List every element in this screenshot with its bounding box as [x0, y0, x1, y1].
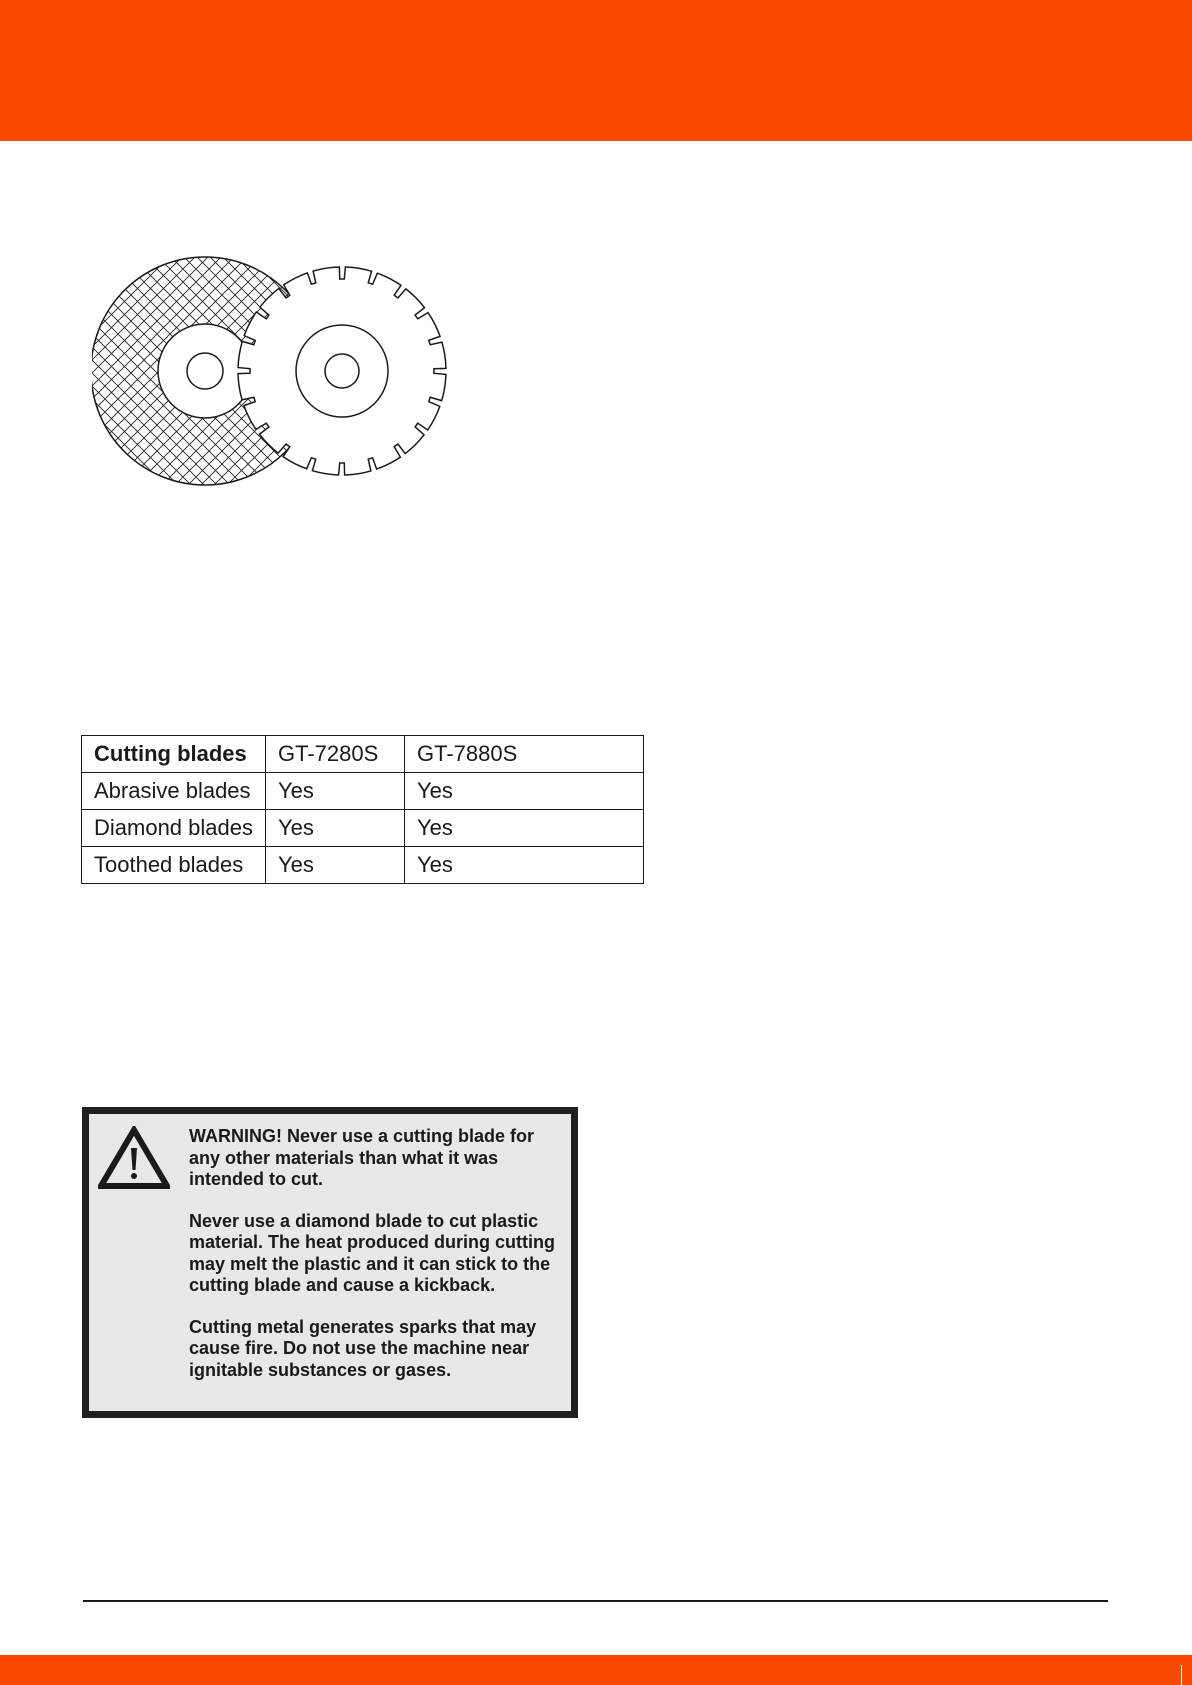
warning-triangle-icon: [98, 1126, 170, 1190]
bottom-color-band: [0, 1655, 1192, 1685]
table-cell: Toothed blades: [82, 847, 266, 884]
warning-paragraph: Cutting metal generates sparks that may cause fire. Do not use the machine near ignitable substances or gases.: [189, 1316, 537, 1380]
warning-paragraph: WARNING! Never use a cutting blade for any other materials than what it was intended to cut.: [189, 1126, 535, 1189]
table-header-row: [82, 736, 644, 773]
table-row: [82, 847, 644, 884]
table-cell: Yes: [266, 810, 405, 847]
warning-paragraph: Never use a diamond blade to cut plastic material. The heat produced during cutting may melt the plastic and it can stick to the cutting blade and cause a kickback.: [189, 1210, 556, 1295]
table-cell: Yes: [405, 773, 644, 810]
warning-box: [82, 1107, 578, 1418]
blade-compatibility-table: [81, 735, 644, 884]
footer-divider: [83, 1600, 1108, 1602]
table-header-cell: GT-7880S: [405, 736, 644, 773]
toothed-blade-icon: [238, 267, 446, 475]
table-cell: Yes: [405, 847, 644, 884]
cutting-blades-illustration: [92, 256, 462, 486]
band-divider: [1181, 1665, 1182, 1685]
warning-text: [189, 1126, 569, 1401]
table-cell: Yes: [405, 810, 644, 847]
table-row: [82, 810, 644, 847]
table-cell: Yes: [266, 773, 405, 810]
top-color-band: [0, 0, 1192, 141]
table-cell: Diamond blades: [82, 810, 266, 847]
table-header-cell: GT-7280S: [266, 736, 405, 773]
table-cell: Abrasive blades: [82, 773, 266, 810]
table-cell: Yes: [266, 847, 405, 884]
table-header-cell: Cutting blades: [82, 736, 266, 773]
table-row: [82, 773, 644, 810]
